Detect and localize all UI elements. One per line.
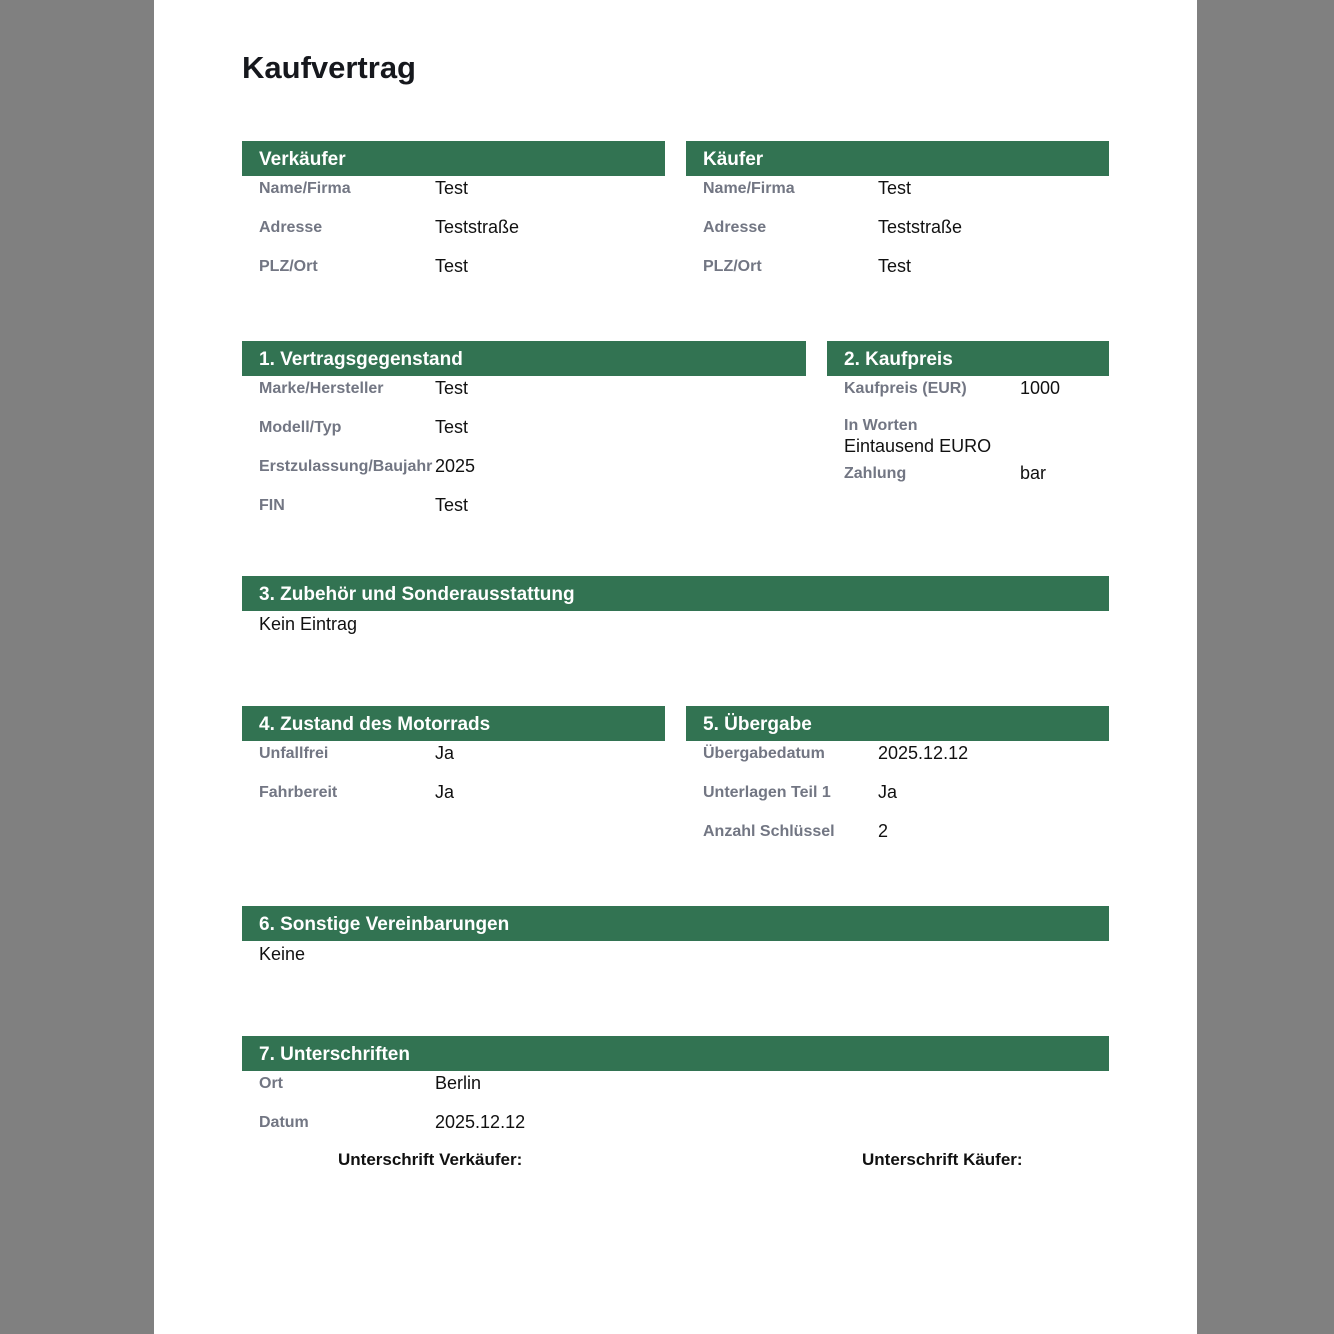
- section-price: [827, 341, 1109, 500]
- field-value: 2025: [435, 456, 476, 476]
- field-label: Name/Firma: [703, 180, 795, 197]
- field-label: Datum: [259, 1114, 309, 1131]
- price-words-value: Eintausend EURO: [844, 436, 992, 456]
- seller-signature-label: Unterschrift Verkäufer:: [338, 1150, 523, 1169]
- field-row: [827, 461, 1109, 500]
- field-row: [242, 1071, 1109, 1110]
- field-value: 2025.12.12: [878, 743, 969, 763]
- field-value: Test: [878, 178, 912, 198]
- field-value: Ja: [435, 743, 455, 763]
- field-label: FIN: [259, 497, 285, 514]
- field-value: Test: [435, 378, 469, 398]
- field-value: 2: [878, 821, 889, 841]
- accessories-text: Kein Eintrag: [259, 614, 358, 634]
- field-label: Adresse: [259, 219, 323, 236]
- field-row: [827, 376, 1109, 413]
- field-row: [242, 741, 665, 780]
- field-value: Ja: [435, 782, 455, 802]
- field-label: Anzahl Schlüssel: [703, 823, 835, 840]
- field-row: [242, 454, 806, 493]
- price-amount-label: Kaufpreis (EUR): [844, 380, 967, 397]
- section-header: 3. Zubehör und Sonderausstattung: [242, 576, 1109, 611]
- field-row: [242, 780, 665, 819]
- section-header: 4. Zustand des Motorrads: [242, 706, 665, 741]
- price-words-label: In Worten: [844, 417, 918, 434]
- field-value: 2025.12.12: [435, 1112, 526, 1132]
- field-label: Fahrbereit: [259, 784, 338, 801]
- section-header: Käufer: [686, 141, 1109, 176]
- field-label: Unfallfrei: [259, 745, 329, 762]
- buyer-signature-label: Unterschrift Käufer:: [862, 1150, 1023, 1169]
- section-signatures: [242, 1036, 1109, 1149]
- section-other: [242, 906, 1109, 965]
- field-value: Teststraße: [878, 217, 963, 237]
- field-row: [686, 176, 1109, 215]
- field-label: Unterlagen Teil 1: [703, 784, 831, 801]
- field-row: [686, 819, 1109, 858]
- section-header: 2. Kaufpreis: [827, 341, 1109, 376]
- field-label: Ort: [259, 1075, 283, 1092]
- field-label: Modell/Typ: [259, 419, 342, 436]
- section-handover: [686, 706, 1109, 858]
- field-value: Test: [878, 256, 912, 276]
- other-text: Keine: [259, 944, 306, 964]
- field-value: Ja: [878, 782, 898, 802]
- section-buyer: [686, 141, 1109, 293]
- field-label: Name/Firma: [259, 180, 351, 197]
- field-row: [686, 215, 1109, 254]
- field-label: Marke/Hersteller: [259, 380, 384, 397]
- field-value: Test: [435, 178, 469, 198]
- section-condition: [242, 706, 665, 819]
- price-amount-value: 1000: [1020, 378, 1061, 398]
- field-row: [686, 780, 1109, 819]
- section-accessories: [242, 576, 1109, 635]
- field-row: [242, 493, 806, 532]
- field-value: Teststraße: [435, 217, 520, 237]
- field-row: [242, 215, 665, 254]
- document-title: Kaufvertrag: [242, 50, 416, 85]
- field-label: Übergabedatum: [703, 745, 825, 762]
- field-row: [242, 1110, 1109, 1149]
- field-row: [242, 254, 665, 293]
- field-row: [686, 741, 1109, 780]
- field-value: Test: [435, 495, 469, 515]
- field-row: [242, 415, 806, 454]
- payment-value: bar: [1020, 463, 1047, 483]
- field-row: [242, 176, 665, 215]
- field-value: Test: [435, 417, 469, 437]
- field-label: Erstzulassung/Baujahr: [259, 458, 433, 475]
- field-label: PLZ/Ort: [259, 258, 318, 275]
- payment-label: Zahlung: [844, 465, 907, 482]
- field-label: PLZ/Ort: [703, 258, 762, 275]
- contract-page: [154, 0, 1197, 1334]
- section-header: 5. Übergabe: [686, 706, 1109, 741]
- section-header: 1. Vertragsgegenstand: [242, 341, 806, 376]
- field-value: Berlin: [435, 1073, 482, 1093]
- section-header: 6. Sonstige Vereinbarungen: [242, 906, 1109, 941]
- field-label: Adresse: [703, 219, 767, 236]
- field-row: [686, 254, 1109, 293]
- field-value: Test: [435, 256, 469, 276]
- section-subject: [242, 341, 806, 532]
- field-row: [242, 376, 806, 415]
- section-header: Verkäufer: [242, 141, 665, 176]
- section-seller: [242, 141, 665, 293]
- section-header: 7. Unterschriften: [242, 1036, 1109, 1071]
